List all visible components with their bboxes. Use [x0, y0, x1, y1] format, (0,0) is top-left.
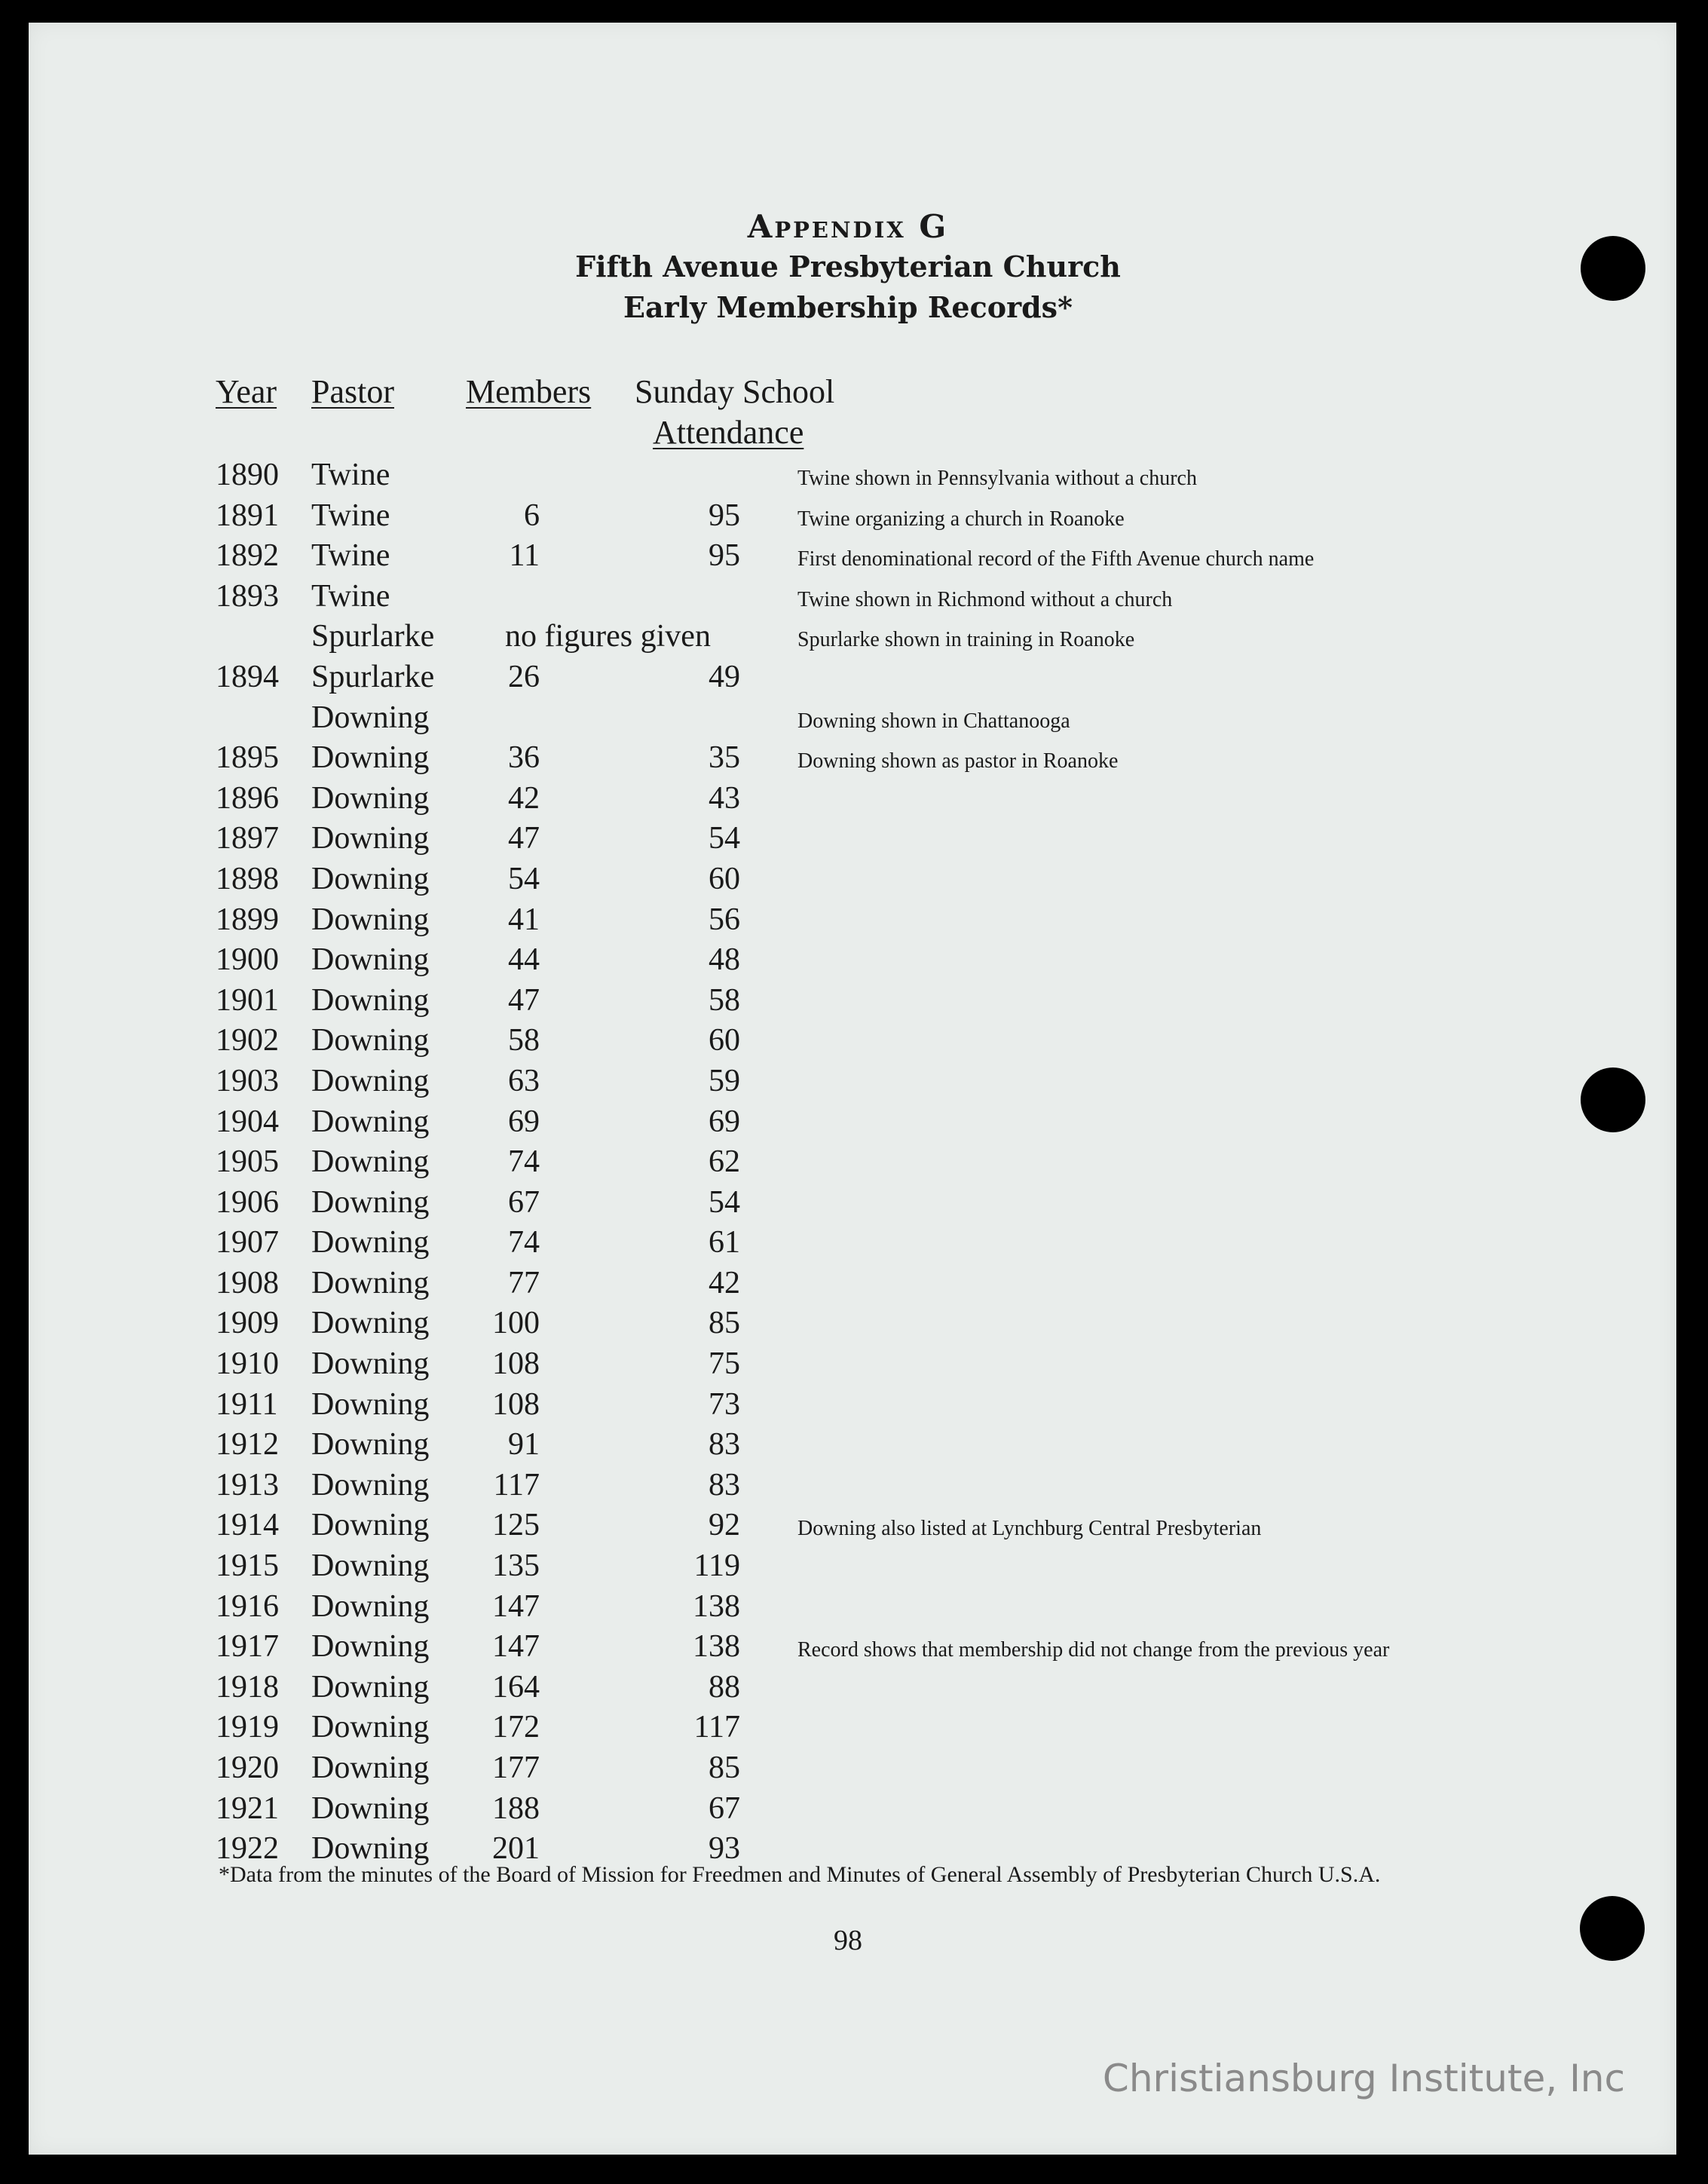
pastor-cell: Downing: [311, 1144, 430, 1180]
pastor-cell: Downing: [311, 1225, 430, 1260]
year-cell: 1890: [216, 458, 279, 492]
sunday-school-cell: 61: [709, 1225, 740, 1260]
members-cell: 135: [492, 1548, 540, 1584]
appendix-title: Appendix G: [747, 208, 949, 245]
year-cell: 1917: [216, 1629, 279, 1665]
year-cell: 1907: [216, 1225, 279, 1260]
year-cell: 1901: [216, 982, 279, 1018]
year-cell: 1919: [216, 1710, 279, 1745]
year-cell: 1909: [216, 1306, 279, 1341]
note-cell: Spurlarke shown in training in Roanoke: [797, 628, 1135, 652]
table-row: [0, 1587, 1708, 1628]
note-cell: Twine shown in Pennsylvania without a church: [797, 467, 1197, 490]
sunday-school-cell: 60: [709, 861, 740, 896]
header-pastor: Pastor: [311, 373, 394, 410]
sunday-school-cell: 62: [709, 1144, 740, 1180]
table-row: [0, 1425, 1708, 1466]
table-row: [0, 1789, 1708, 1830]
pastor-cell: Spurlarke: [311, 659, 435, 694]
members-cell: 47: [508, 821, 540, 856]
members-cell: 201: [492, 1831, 540, 1867]
pastor-cell: Downing: [311, 1508, 430, 1543]
table-row: [0, 1102, 1708, 1143]
membership-table: [0, 455, 1708, 1870]
year-cell: 1894: [216, 659, 279, 694]
table-row: [0, 1021, 1708, 1061]
sunday-school-cell: 60: [709, 1023, 740, 1058]
sunday-school-cell: 49: [709, 659, 740, 694]
members-cell: 74: [508, 1144, 540, 1180]
header-members: Members: [466, 373, 592, 410]
sunday-school-cell: 88: [709, 1669, 740, 1705]
year-cell: 1915: [216, 1548, 279, 1584]
table-row: [0, 1183, 1708, 1224]
members-cell: 44: [508, 942, 540, 978]
members-cell: 58: [508, 1023, 540, 1058]
pastor-cell: Downing: [311, 1184, 430, 1220]
no-figures-cell: no figures given: [505, 619, 711, 654]
members-cell: 147: [492, 1629, 540, 1665]
page-number: 98: [834, 1925, 862, 1956]
pastor-cell: Downing: [311, 942, 430, 978]
pastor-cell: Spurlarke: [311, 619, 435, 654]
pastor-cell: Downing: [311, 861, 430, 896]
members-cell: 188: [492, 1790, 540, 1826]
year-cell: 1900: [216, 942, 279, 978]
header-sunday-school: Sunday School: [635, 373, 835, 410]
pastor-cell: Downing: [311, 1588, 430, 1624]
table-row: [0, 1385, 1708, 1426]
table-row: [0, 1303, 1708, 1344]
members-cell: 117: [493, 1467, 540, 1502]
year-cell: 1908: [216, 1265, 279, 1300]
year-cell: 1903: [216, 1063, 279, 1098]
sunday-school-cell: 92: [709, 1508, 740, 1543]
sunday-school-cell: 95: [709, 538, 740, 574]
table-row: [0, 738, 1708, 779]
members-cell: 26: [508, 659, 540, 694]
members-cell: 11: [509, 538, 540, 574]
note-cell: Twine organizing a church in Roanoke: [797, 507, 1125, 531]
watermark: Christiansburg Institute, Inc: [1102, 2057, 1625, 2100]
table-row: [0, 496, 1708, 537]
year-cell: 1902: [216, 1023, 279, 1058]
sunday-school-cell: 85: [709, 1306, 740, 1341]
note-cell: Downing also listed at Lynchburg Central Presbyterian: [797, 1517, 1262, 1541]
pastor-cell: Twine: [311, 538, 390, 574]
footnote: *Data from the minutes of the Board of Mission for Freedmen and Minutes of General Assembly of Presbyterian Church U.S.A.: [219, 1862, 1381, 1887]
year-cell: 1893: [216, 578, 279, 614]
year-cell: 1911: [216, 1386, 278, 1422]
sunday-school-cell: 43: [709, 780, 740, 816]
sunday-school-cell: 42: [709, 1265, 740, 1300]
year-cell: 1916: [216, 1588, 279, 1624]
pastor-cell: Downing: [311, 1790, 430, 1826]
table-row: [0, 900, 1708, 941]
pastor-cell: Downing: [311, 1669, 430, 1705]
table-row: [0, 1627, 1708, 1668]
header-year: Year: [216, 373, 277, 410]
year-cell: 1920: [216, 1751, 279, 1785]
year-cell: 1891: [216, 498, 279, 533]
table-row: [0, 1668, 1708, 1708]
table-row: [0, 657, 1708, 698]
year-cell: 1905: [216, 1144, 279, 1180]
members-cell: 63: [508, 1063, 540, 1098]
header-attendance: Attendance: [653, 414, 804, 451]
pastor-cell: Downing: [311, 1751, 430, 1785]
table-row: [0, 859, 1708, 900]
pastor-cell: Downing: [311, 1346, 430, 1382]
year-cell: 1892: [216, 538, 279, 574]
pastor-cell: Twine: [311, 578, 390, 614]
sunday-school-cell: 59: [709, 1063, 740, 1098]
table-row: [0, 779, 1708, 819]
year-cell: 1899: [216, 902, 279, 937]
members-cell: 36: [508, 740, 540, 776]
year-cell: 1910: [216, 1346, 279, 1382]
sunday-school-cell: 54: [709, 821, 740, 856]
sunday-school-cell: 56: [709, 902, 740, 937]
pastor-cell: Downing: [311, 982, 430, 1018]
members-cell: 100: [492, 1306, 540, 1341]
note-cell: Downing shown in Chattanooga: [797, 709, 1070, 733]
year-cell: 1896: [216, 780, 279, 816]
year-cell: 1913: [216, 1467, 279, 1502]
pastor-cell: Downing: [311, 1427, 430, 1463]
sunday-school-cell: 69: [709, 1104, 740, 1139]
year-cell: 1904: [216, 1104, 279, 1139]
members-cell: 172: [492, 1710, 540, 1745]
members-cell: 6: [524, 498, 540, 533]
members-cell: 67: [508, 1184, 540, 1220]
records-subtitle: Early Membership Records*: [623, 290, 1073, 324]
pastor-cell: Downing: [311, 700, 430, 735]
note-cell: Record shows that membership did not change from the previous year: [797, 1638, 1390, 1662]
members-cell: 54: [508, 861, 540, 896]
sunday-school-cell: 58: [709, 982, 740, 1018]
pastor-cell: Downing: [311, 1063, 430, 1098]
sunday-school-cell: 95: [709, 498, 740, 533]
sunday-school-cell: 119: [693, 1548, 740, 1584]
year-cell: 1912: [216, 1427, 279, 1463]
sunday-school-cell: 35: [709, 740, 740, 776]
members-cell: 147: [492, 1588, 540, 1624]
year-cell: 1921: [216, 1790, 279, 1826]
pastor-cell: Downing: [311, 780, 430, 816]
pastor-cell: Downing: [311, 740, 430, 776]
members-cell: 91: [508, 1427, 540, 1463]
table-row: [0, 1061, 1708, 1102]
sunday-school-cell: 117: [693, 1710, 740, 1745]
table-row: [0, 617, 1708, 657]
table-row: [0, 1142, 1708, 1183]
note-cell: Downing shown as pastor in Roanoke: [797, 749, 1119, 773]
sunday-school-cell: 48: [709, 942, 740, 978]
year-cell: 1922: [216, 1831, 279, 1867]
table-row: [0, 1748, 1708, 1789]
year-cell: 1914: [216, 1508, 279, 1543]
sunday-school-cell: 138: [693, 1629, 740, 1665]
sunday-school-cell: 54: [709, 1184, 740, 1220]
sunday-school-cell: 75: [709, 1346, 740, 1382]
year-cell: 1918: [216, 1669, 279, 1705]
members-cell: 108: [492, 1346, 540, 1382]
pastor-cell: Downing: [311, 821, 430, 856]
table-row: [0, 981, 1708, 1022]
pastor-cell: Downing: [311, 1386, 430, 1422]
year-cell: 1895: [216, 740, 279, 776]
note-cell: Twine shown in Richmond without a church: [797, 587, 1173, 611]
note-cell: First denominational record of the Fifth Avenue church name: [797, 547, 1315, 571]
year-cell: 1897: [216, 821, 279, 856]
pastor-cell: Downing: [311, 1548, 430, 1584]
members-cell: 41: [508, 902, 540, 937]
members-cell: 164: [492, 1669, 540, 1705]
table-row: [0, 1466, 1708, 1506]
table-row: [0, 1506, 1708, 1546]
members-cell: 125: [492, 1508, 540, 1543]
pastor-cell: Downing: [311, 1710, 430, 1745]
sunday-school-cell: 83: [709, 1467, 740, 1502]
table-row: [0, 577, 1708, 617]
sunday-school-cell: 138: [693, 1588, 740, 1624]
members-cell: 69: [508, 1104, 540, 1139]
sunday-school-cell: 67: [709, 1790, 740, 1826]
table-row: [0, 455, 1708, 496]
table-row: [0, 536, 1708, 577]
members-cell: 177: [492, 1751, 540, 1785]
table-row: [0, 1223, 1708, 1264]
sunday-school-cell: 93: [709, 1831, 740, 1867]
pastor-cell: Downing: [311, 1104, 430, 1139]
members-cell: 77: [508, 1265, 540, 1300]
pastor-cell: Twine: [311, 498, 390, 533]
pastor-cell: Downing: [311, 1023, 430, 1058]
table-row: [0, 1344, 1708, 1385]
table-row: [0, 698, 1708, 739]
church-name: Fifth Avenue Presbyterian Church: [575, 250, 1121, 283]
year-cell: 1906: [216, 1184, 279, 1220]
year-cell: 1898: [216, 861, 279, 896]
pastor-cell: Downing: [311, 1831, 430, 1867]
members-cell: 74: [508, 1225, 540, 1260]
table-row: [0, 940, 1708, 981]
pastor-cell: Downing: [311, 902, 430, 937]
pastor-cell: Downing: [311, 1629, 430, 1665]
sunday-school-cell: 73: [709, 1386, 740, 1422]
members-cell: 108: [492, 1386, 540, 1422]
sunday-school-cell: 85: [709, 1751, 740, 1785]
table-row: [0, 1708, 1708, 1748]
pastor-cell: Downing: [311, 1265, 430, 1300]
pastor-cell: Downing: [311, 1467, 430, 1502]
members-cell: 42: [508, 780, 540, 816]
table-row: [0, 1264, 1708, 1304]
pastor-cell: Downing: [311, 1306, 430, 1341]
title-block: [0, 207, 1696, 328]
table-row: [0, 819, 1708, 859]
table-row: [0, 1546, 1708, 1587]
sunday-school-cell: 83: [709, 1427, 740, 1463]
members-cell: 47: [508, 982, 540, 1018]
pastor-cell: Twine: [311, 458, 390, 492]
